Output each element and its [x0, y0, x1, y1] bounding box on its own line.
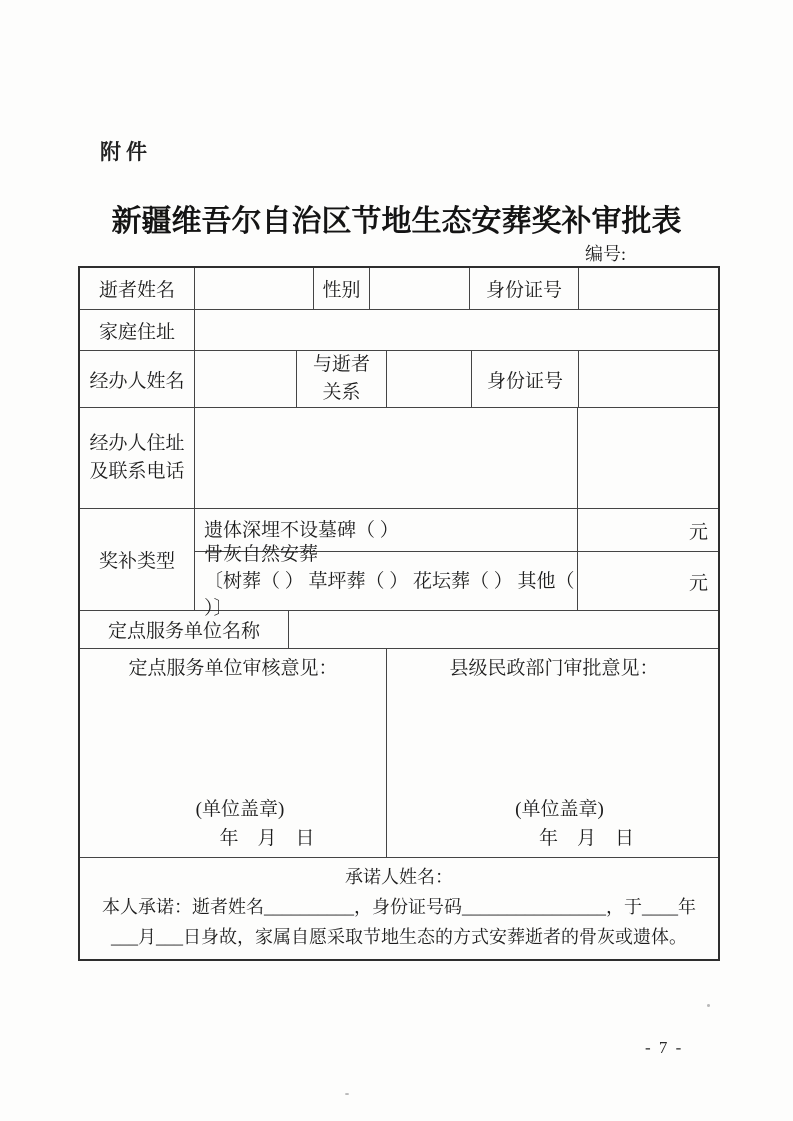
page-number: - 7 -	[645, 1038, 684, 1057]
deceased-name-value-cell	[195, 268, 314, 309]
relation-value-cell	[387, 351, 472, 407]
subsidy-option-row-ashes	[195, 543, 718, 619]
deceased-id-value-cell	[579, 268, 718, 309]
gender-label: 性别	[314, 268, 370, 309]
natural-ashes-line1: 骨灰自然安葬	[204, 543, 319, 565]
handler-address-label: 经办人住址及联系电话	[80, 408, 195, 508]
table-row-home-address	[80, 310, 718, 351]
handler-name-value-cell	[195, 351, 297, 407]
home-address-label: 家庭住址	[80, 310, 195, 350]
serial-number-label: 编号:	[585, 244, 627, 264]
handler-id-label: 身份证号	[472, 351, 579, 407]
approval-form-table	[78, 266, 720, 961]
table-row-opinions	[80, 649, 718, 858]
subsidy-type-label: 奖补类型	[80, 509, 195, 610]
subsidy-options	[195, 509, 718, 619]
table-row-commitment	[80, 858, 718, 959]
table-row-deceased	[80, 268, 718, 310]
unit-stamp-label: (单位盖章)	[515, 799, 604, 820]
relation-label: 与逝者关系	[297, 351, 387, 407]
handler-address-value-cell	[195, 408, 578, 508]
natural-ashes-line2: 〔树葬（ ） 草坪葬（ ） 花坛葬（ ） 其他（ ）〕	[204, 570, 575, 619]
commitment-text-line1: 本人承诺：逝者姓名__________，身份证号码________________，于____年	[102, 897, 696, 917]
promisor-name-label: 承诺人姓名：	[345, 867, 453, 887]
unit-stamp-label: (单位盖章)	[195, 799, 285, 820]
attachment-label: 附件	[100, 141, 152, 164]
service-unit-opinion-cell	[80, 649, 387, 857]
scan-speck	[707, 1004, 710, 1007]
deceased-id-label: 身份证号	[470, 268, 579, 309]
handler-id-value-cell	[579, 351, 718, 407]
natural-ashes-option-label	[195, 543, 578, 619]
natural-ashes-amount-cell: 元	[688, 572, 708, 594]
handler-name-label: 经办人姓名	[80, 351, 195, 407]
scan-speck	[345, 1093, 349, 1095]
page-title: 新疆维吾尔自治区节地生态安葬奖补审批表	[111, 205, 682, 238]
gender-value-cell	[370, 268, 470, 309]
commitment-cell	[80, 858, 718, 959]
table-row-handler	[80, 351, 718, 408]
civil-affairs-opinion-cell	[387, 649, 718, 857]
deep-burial-option-label: 遗体深埋不设墓碑（ ）	[195, 509, 578, 551]
date-label: 年 月 日	[219, 828, 315, 849]
civil-affairs-opinion-label: 县级民政部门审批意见：	[449, 658, 659, 679]
table-row-handler-address	[80, 408, 718, 509]
home-address-value-cell	[195, 310, 718, 350]
date-label: 年 月 日	[538, 828, 634, 849]
handler-address-extra-cell	[578, 408, 718, 508]
deep-burial-amount-cell: 元	[688, 521, 708, 543]
service-unit-name-value-cell	[289, 611, 718, 648]
deceased-name-label: 逝者姓名	[80, 268, 195, 309]
service-unit-name-label: 定点服务单位名称	[80, 611, 289, 648]
service-unit-opinion-label: 定点服务单位审核意见：	[128, 658, 338, 679]
commitment-text-line2: ___月___日身故，家属自愿采取节地生态的方式安葬逝者的骨灰或遗体。	[111, 927, 687, 947]
table-row-service-unit	[80, 611, 718, 649]
table-row-subsidy-type	[80, 509, 718, 619]
